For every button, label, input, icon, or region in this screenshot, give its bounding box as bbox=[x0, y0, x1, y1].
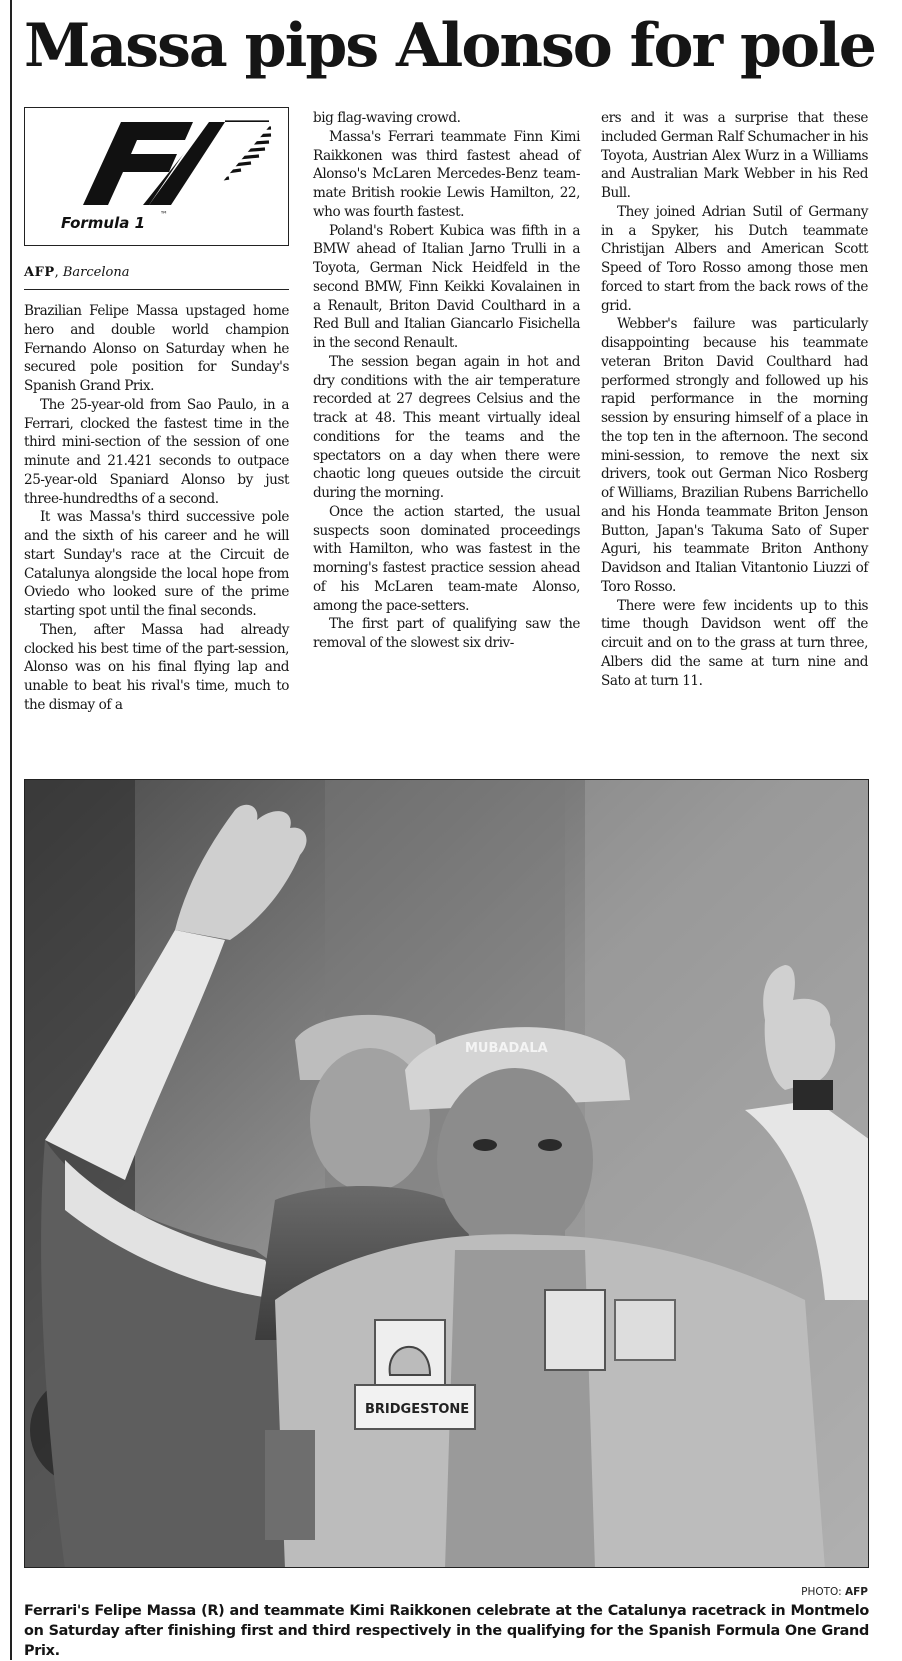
tire-sponsor-text: BRIDGESTONE bbox=[365, 1402, 470, 1417]
photo-credit bbox=[801, 1586, 868, 1598]
paragraph: The session began again in hot and dry conditions with the air temperature recorded at 27 degrees Celsius and the track at 48. This meant virtually ideal conditions for the teams and the spectators on a day when there were chaotic long queues outside the circuit during the morning. bbox=[313, 353, 580, 501]
paragraph: big flag-waving crowd. bbox=[313, 110, 461, 126]
paragraph: Webber's failure was particularly disappointing because his teammate veteran Briton David Coulthard had performed strongly and followed up his rapid performance in the morning session by ensuring himself of a place in the top ten in the afternoon. The second mini-session, to remove the next six drivers, took out German Nico Rosberg of Williams, Brazilian Rubens Barrichello and his Honda teammate Briton Jenson Button, Japan's Takuma Sato of Super Aguri, his teammate Briton Anthony Davidson and Italian Vitantonio Liuzzi of Toro Rosso. bbox=[601, 316, 868, 595]
paragraph: ers and it was a surprise that these included German Ralf Schumacher in his Toyota, Austrian Alex Wurz in a Williams and Australian Mark Webber in his Red Bull. bbox=[601, 110, 868, 201]
byline-agency: AFP bbox=[24, 265, 55, 280]
paragraph: Once the action started, the usual suspects soon dominated proceedings with Hamilton, who was fastest in the morning's fastest practice session ahead of his McLaren team-mate Alonso, among the pace-setters. bbox=[313, 503, 580, 614]
formula1-logo bbox=[24, 107, 289, 246]
left-column-rule bbox=[10, 0, 12, 1660]
article-column-3 bbox=[601, 109, 868, 690]
paragraph: There were few incidents up to this time though Davidson went off the circuit and on to the grass at turn three, Albers did the same at turn nine and Sato at turn 11. bbox=[601, 597, 868, 689]
paragraph: The 25-year-old from Sao Paulo, in a Ferrari, clocked the fastest time in the third mini-section of the session of one minute and 21.421 seconds to outpace 25-year-old Spaniard Alonso by just three-hundredths of a second. bbox=[24, 396, 289, 507]
photo-credit-agency: AFP bbox=[845, 1586, 868, 1598]
headline: Massa pips Alonso for pole bbox=[24, 11, 875, 81]
cap-sponsor-text: MUBADALA bbox=[465, 1041, 548, 1056]
photo-caption: Ferrari's Felipe Massa (R) and teammate Kimi Raikkonen celebrate at the Catalunya racetrack in Montmelo on Saturday after finishing first and third respectively in the qualifying for the Spanish Formula One Grand Prix. bbox=[24, 1603, 869, 1659]
paragraph: It was Massa's third successive pole and the sixth of his career and he will start Sunday's race at the Circuit de Catalunya alongside the local hope from Oviedo who looked sure of the prime starting spot until the final seconds. bbox=[24, 509, 289, 619]
byline-city: Barcelona bbox=[62, 265, 130, 280]
paragraph: Poland's Robert Kubica was fifth in a BMW ahead of Italian Jarno Trulli in a Toyota, German Nick Heidfeld in the second BMW, Finn Keikki Kovalainen in a Renault, Briton David Coulthard in a Red Bull and Italian Giancarlo Fisichella in the second Renault. bbox=[313, 222, 580, 351]
trademark-symbol: ™ bbox=[160, 210, 168, 219]
paragraph: They joined Adrian Sutil of Germany in a Spyker, his Dutch teammate Christijan Albers and American Scott Speed of Toro Rosso among those men forced to start from the back rows of the grid. bbox=[601, 203, 868, 314]
formula1-wordmark: Formula 1 bbox=[61, 214, 146, 232]
byline-separator: , bbox=[54, 265, 63, 280]
article-column-1 bbox=[24, 302, 289, 715]
paragraph: Then, after Massa had already clocked his best time of the part-session, Alonso was on his final flying lap and unable to beat his rival's time, much to the dismay of a bbox=[24, 621, 289, 713]
byline-rule bbox=[24, 289, 289, 290]
paragraph: The first part of qualifying saw the removal of the slowest six driv- bbox=[313, 616, 580, 651]
news-photo bbox=[24, 779, 869, 1568]
photo-credit-label: PHOTO: bbox=[801, 1586, 845, 1598]
byline bbox=[24, 264, 289, 282]
paragraph: Brazilian Felipe Massa upstaged home hero and double world champion Fernando Alonso on Saturday when he secured pole position for Sunday's Spanish Grand Prix. bbox=[24, 303, 289, 394]
drivers-celebrating-illustration bbox=[25, 780, 869, 1568]
article-column-2 bbox=[313, 109, 580, 653]
paragraph: Massa's Ferrari teammate Finn Kimi Raikkonen was third fastest ahead of Alonso's McLaren Mercedes-Benz team-mate British rookie Lewis Hamilton, 22, who was fourth fastest. bbox=[313, 128, 580, 220]
